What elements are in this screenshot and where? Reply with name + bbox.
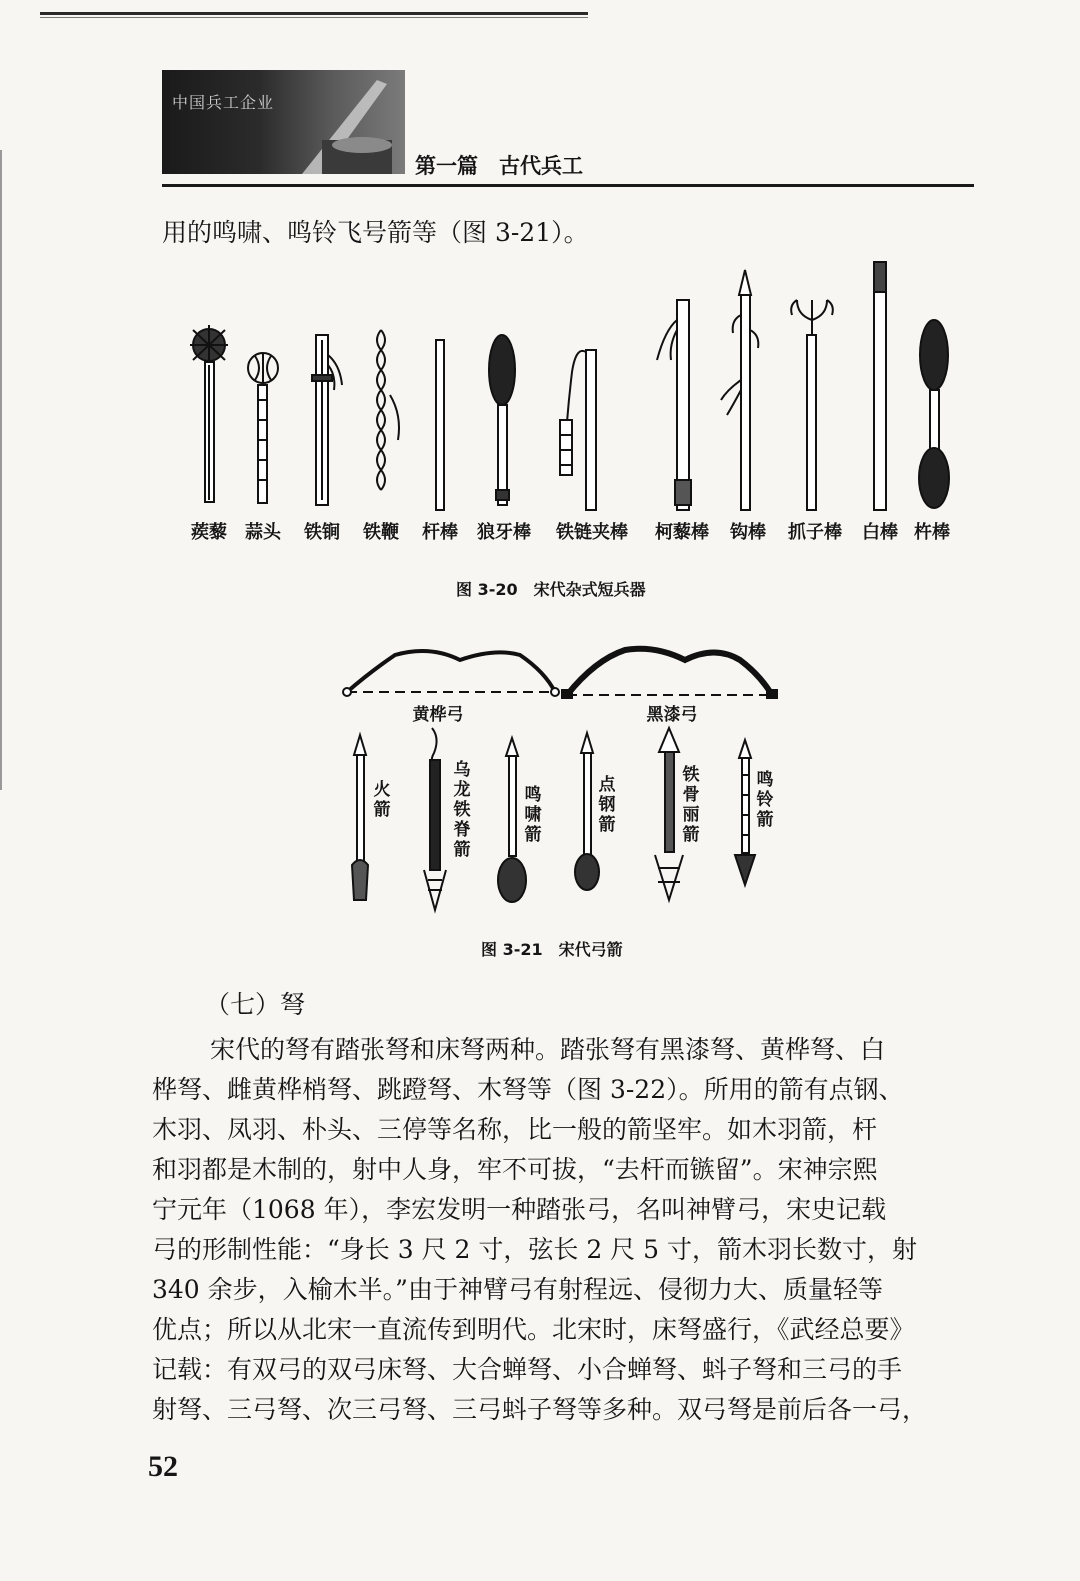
arrow-label: 鸣铃箭 [756,770,774,830]
part-title: 第一篇 古代兵工 [415,154,583,178]
weapon-label: 杵棒 [914,522,950,543]
arrow-label: 鸣啸箭 [524,785,542,845]
body-line: 优点；所以从北宋一直流传到明代。北宋时，床弩盛行，《武经总要》 [152,1315,915,1344]
arrow-label: 点钢箭 [598,775,616,835]
bow-heiqi [562,649,777,698]
weapon-label: 白棒 [862,522,898,543]
arrow-huo [352,735,368,900]
body-line: 340 余步，入榆木半。”由于神臂弓有射程远、侵彻力大、质量轻等 [152,1275,883,1304]
intro-line: 用的鸣啸、鸣铃飞号箭等（图 3-21）。 [162,218,589,247]
weapon-label: 蒺藜 [191,522,227,543]
bow-huanghua [343,651,559,696]
weapon-label: 蒜头 [245,522,281,543]
figure-3-20-caption: 图 3-20 宋代杂式短兵器 [456,580,646,599]
weapon-label: 铁链夹棒 [556,522,628,543]
weapon-label: 抓子棒 [788,522,842,543]
arrow-tiegu [655,728,683,900]
weapon-label: 狼牙棒 [477,522,531,543]
body-line: 和羽都是木制的，射中人身，牢不可拔，“去杆而镞留”。宋神宗熙 [152,1155,878,1184]
body-line: 射弩、三弓弩、次三弓弩、三弓蚪子弩等多种。双弓弩是前后各一弓， [152,1395,928,1424]
arrow-wulong [424,728,446,910]
body-line: 宁元年（1068 年），李宏发明一种踏张弓，名叫神臂弓，宋史记载 [152,1195,887,1224]
bow-label: 黄桦弓 [412,705,464,725]
banner-title: 中国兵工企业 [172,93,275,112]
weapon-label: 铁锏 [304,522,340,543]
weapon-label: 铁鞭 [363,522,399,543]
weapon-label: 柯藜棒 [655,522,709,543]
body-line: 桦弩、雌黄桦梢弩、跳蹬弩、木弩等（图 3-22）。所用的箭有点钢、 [152,1075,904,1104]
bow-label: 黑漆弓 [646,705,698,725]
page-number: 52 [148,1450,178,1483]
body-line: 木羽、凤羽、朴头、三停等名称，比一般的箭坚牢。如木羽箭，杆 [152,1115,878,1144]
weapon-label: 杆棒 [422,522,458,543]
body-line: 宋代的弩有踏张弩和床弩两种。踏张弩有黑漆弩、黄桦弩、白 [210,1035,886,1064]
weapon-label: 钩棒 [730,522,766,543]
arrow-diangang [575,733,599,890]
figure-3-21-caption: 图 3-21 宋代弓箭 [481,940,623,959]
arrow-label: 乌龙铁脊箭 [453,760,471,860]
arrow-mingxiao [498,738,526,902]
section-heading: （七）弩 [205,990,306,1019]
arrow-label: 火箭 [373,780,391,820]
arrow-mingling [735,740,755,885]
body-line: 弓的形制性能：“身长 3 尺 2 寸，弦长 2 尺 5 寸，箭木羽长数寸，射 [152,1235,917,1264]
arrow-label: 铁骨丽箭 [682,765,700,845]
body-line: 记载：有双弓的双弓床弩、大合蝉弩、小合蝉弩、蚪子弩和三弓的手 [152,1355,903,1384]
